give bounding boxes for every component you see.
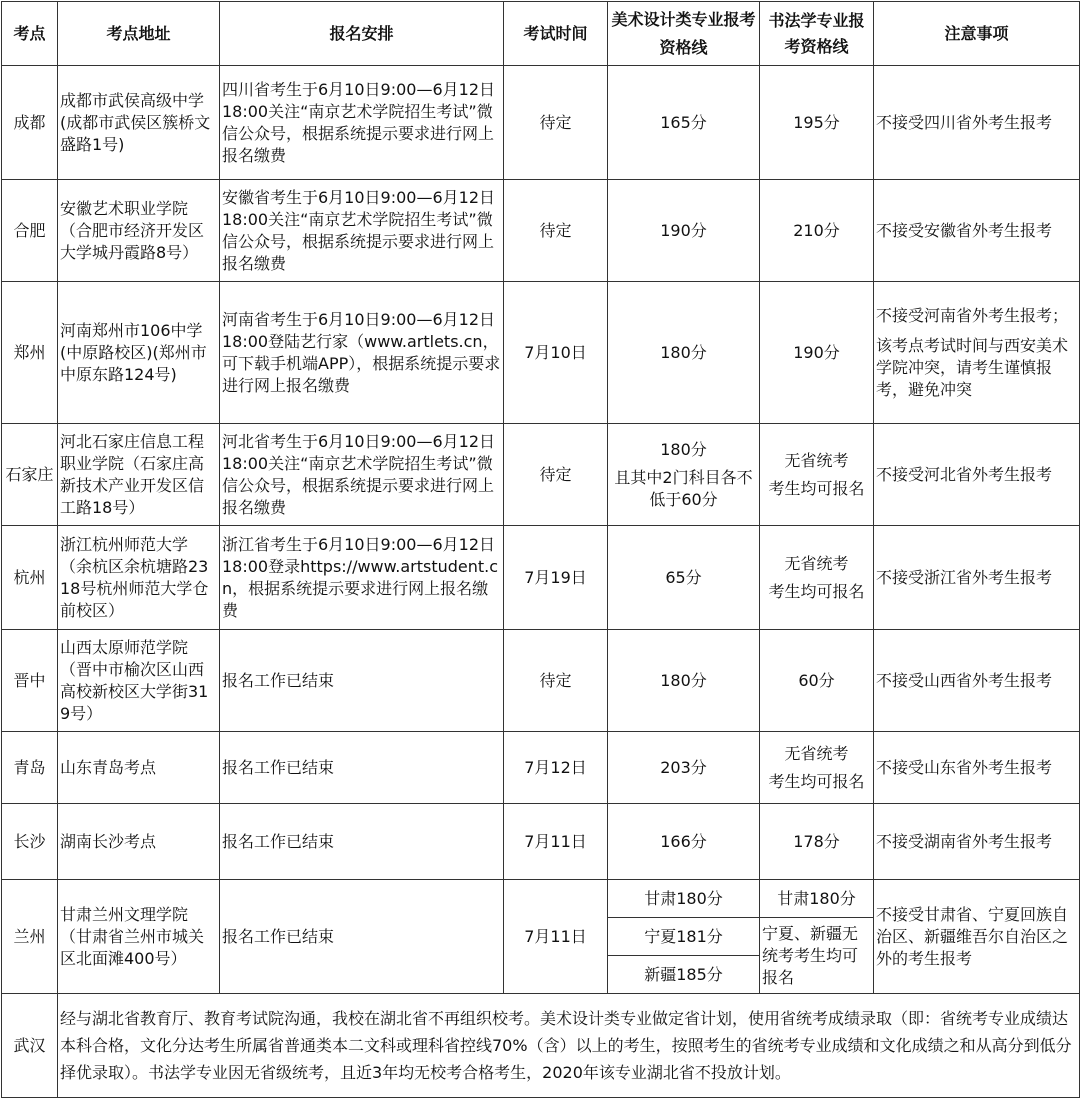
art-line-cell: 180分: [608, 630, 760, 732]
registration-cell: 浙江省考生于6月10日9:00—6月12日18:00登录https://www.artstudent.cn，根据系统提示要求进行网上报名缴费: [220, 526, 504, 630]
table-row: [2, 66, 1080, 180]
calligraphy-line-cell: 190分: [760, 282, 874, 424]
wuhan-notice: 经与湖北省教育厅、教育考试院沟通，我校在湖北省不再组织校考。美术设计类专业做定省计划，使用省统考成绩录取（即：省统考专业成绩达本科合格，文化分达考生所属省普通类本二文科或理科省控线70%（含）以上的考生，按照考生的省统考专业成绩和文化成绩之和从高分到低分择优录取）。书法学专业因无省级统考，且近3年均无校考合格考生，2020年该专业湖北省不投放计划。: [58, 994, 1080, 1098]
site-cell: 郑州: [2, 282, 58, 424]
address-cell: 河南郑州市106中学(中原路校区)(郑州市中原东路124号): [58, 282, 220, 424]
art-line-condition: 且其中2门科目各不低于60分: [614, 467, 753, 509]
calligraphy-line-cell: 195分: [760, 66, 874, 180]
art-line-subcell-ningxia: 宁夏181分: [608, 918, 760, 956]
calligraphy-line-cell: [760, 424, 874, 526]
site-cell: 杭州: [2, 526, 58, 630]
notes-cell: 不接受湖南省外考生报考: [874, 804, 1080, 880]
calligraphy-line-text: 无省统考: [784, 743, 849, 763]
art-line-cell: 165分: [608, 66, 760, 180]
header-notes: 注意事项: [874, 2, 1080, 66]
header-exam-time: 考试时间: [504, 2, 608, 66]
table-row: [2, 180, 1080, 282]
art-line-cell: 203分: [608, 732, 760, 804]
header-calligraphy-line: 书法学专业报考资格线: [760, 2, 874, 66]
calligraphy-line-subcell-others: 宁夏、新疆无统考考生均可报名: [760, 918, 874, 994]
notes-cell: [874, 282, 1080, 424]
header-address: 考点地址: [58, 2, 220, 66]
calligraphy-line-text: 考生均可报名: [768, 771, 865, 791]
notes-cell: 不接受山西省外考生报考: [874, 630, 1080, 732]
notes-line: 不接受河南省外考生报考；: [876, 305, 1069, 325]
registration-cell: 报名工作已结束: [220, 732, 504, 804]
exam-time-cell: 7月11日: [504, 804, 608, 880]
site-cell: 成都: [2, 66, 58, 180]
table-row: [2, 630, 1080, 732]
calligraphy-line-cell: [760, 732, 874, 804]
site-cell: 兰州: [2, 880, 58, 994]
exam-time-cell: 待定: [504, 630, 608, 732]
address-cell: 成都市武侯高级中学(成都市武侯区簇桥文盛路1号): [58, 66, 220, 180]
registration-cell: 河北省考生于6月10日9:00—6月12日18:00关注“南京艺术学院招生考试”微信公众号，根据系统提示要求进行网上报名缴费: [220, 424, 504, 526]
registration-cell: 河南省考生于6月10日9:00—6月12日18:00登陆艺行家（www.artlets.cn，可下载手机端APP），根据系统提示要求进行网上报名缴费: [220, 282, 504, 424]
table-row: [2, 424, 1080, 526]
notes-cell: 不接受甘肃省、宁夏回族自治区、新疆维吾尔自治区之外的考生报考: [874, 880, 1080, 994]
header-art-line: 美术设计类专业报考资格线: [608, 2, 760, 66]
calligraphy-line-text: 考生均可报名: [768, 581, 865, 601]
calligraphy-line-subcell-gansu: 甘肃180分: [760, 880, 874, 918]
calligraphy-line-cell: 210分: [760, 180, 874, 282]
registration-cell: 报名工作已结束: [220, 804, 504, 880]
address-cell: 山东青岛考点: [58, 732, 220, 804]
notes-cell: 不接受河北省外考生报考: [874, 424, 1080, 526]
address-cell: 安徽艺术职业学院（合肥市经济开发区大学城丹霞路8号）: [58, 180, 220, 282]
art-line-subcell-gansu: 甘肃180分: [608, 880, 760, 918]
art-line-cell: 166分: [608, 804, 760, 880]
header-registration: 报名安排: [220, 2, 504, 66]
notes-cell: 不接受浙江省外考生报考: [874, 526, 1080, 630]
table-row: [2, 880, 1080, 918]
calligraphy-line-cell: [760, 526, 874, 630]
header-site: 考点: [2, 2, 58, 66]
site-cell: 武汉: [2, 994, 58, 1098]
registration-cell: 报名工作已结束: [220, 630, 504, 732]
site-cell: 青岛: [2, 732, 58, 804]
art-line-cell: 190分: [608, 180, 760, 282]
table-row: [2, 282, 1080, 424]
address-cell: 甘肃兰州文理学院（甘肃省兰州市城关区北面滩400号）: [58, 880, 220, 994]
exam-time-cell: 待定: [504, 66, 608, 180]
notes-line: 该考点考试时间与西安美术学院冲突，请考生谨慎报考，避免冲突: [876, 335, 1069, 399]
site-cell: 长沙: [2, 804, 58, 880]
address-cell: 浙江杭州师范大学（余杭区余杭塘路2318号杭州师范大学仓前校区）: [58, 526, 220, 630]
registration-cell: 报名工作已结束: [220, 880, 504, 994]
calligraphy-line-cell: 60分: [760, 630, 874, 732]
header-row: [2, 2, 1080, 66]
art-line-subcell-xinjiang: 新疆185分: [608, 956, 760, 994]
calligraphy-line-text: 无省统考: [784, 450, 849, 470]
wuhan-row: [2, 994, 1080, 1098]
notes-cell: 不接受安徽省外考生报考: [874, 180, 1080, 282]
exam-time-cell: 7月19日: [504, 526, 608, 630]
calligraphy-line-text: 考生均可报名: [768, 478, 865, 498]
notes-cell: 不接受山东省外考生报考: [874, 732, 1080, 804]
exam-time-cell: 待定: [504, 180, 608, 282]
address-cell: 河北石家庄信息工程职业学院（石家庄高新技术产业开发区信工路18号）: [58, 424, 220, 526]
exam-time-cell: 7月10日: [504, 282, 608, 424]
notes-cell: 不接受四川省外考生报考: [874, 66, 1080, 180]
exam-time-cell: 7月12日: [504, 732, 608, 804]
exam-sites-table: [1, 1, 1080, 1098]
art-line-cell: 180分: [608, 282, 760, 424]
registration-cell: 安徽省考生于6月10日9:00—6月12日18:00关注“南京艺术学院招生考试”微信公众号，根据系统提示要求进行网上报名缴费: [220, 180, 504, 282]
exam-time-cell: 待定: [504, 424, 608, 526]
site-cell: 合肥: [2, 180, 58, 282]
table-row: [2, 526, 1080, 630]
exam-time-cell: 7月11日: [504, 880, 608, 994]
art-line-cell: 65分: [608, 526, 760, 630]
art-line-value: 180分: [660, 439, 707, 459]
site-cell: 晋中: [2, 630, 58, 732]
address-cell: 湖南长沙考点: [58, 804, 220, 880]
table-row: [2, 732, 1080, 804]
calligraphy-line-cell: 178分: [760, 804, 874, 880]
table-row: [2, 804, 1080, 880]
art-line-cell: [608, 424, 760, 526]
site-cell: 石家庄: [2, 424, 58, 526]
address-cell: 山西太原师范学院（晋中市榆次区山西高校新校区大学街319号）: [58, 630, 220, 732]
registration-cell: 四川省考生于6月10日9:00—6月12日18:00关注“南京艺术学院招生考试”微信公众号，根据系统提示要求进行网上报名缴费: [220, 66, 504, 180]
calligraphy-line-text: 无省统考: [784, 553, 849, 573]
